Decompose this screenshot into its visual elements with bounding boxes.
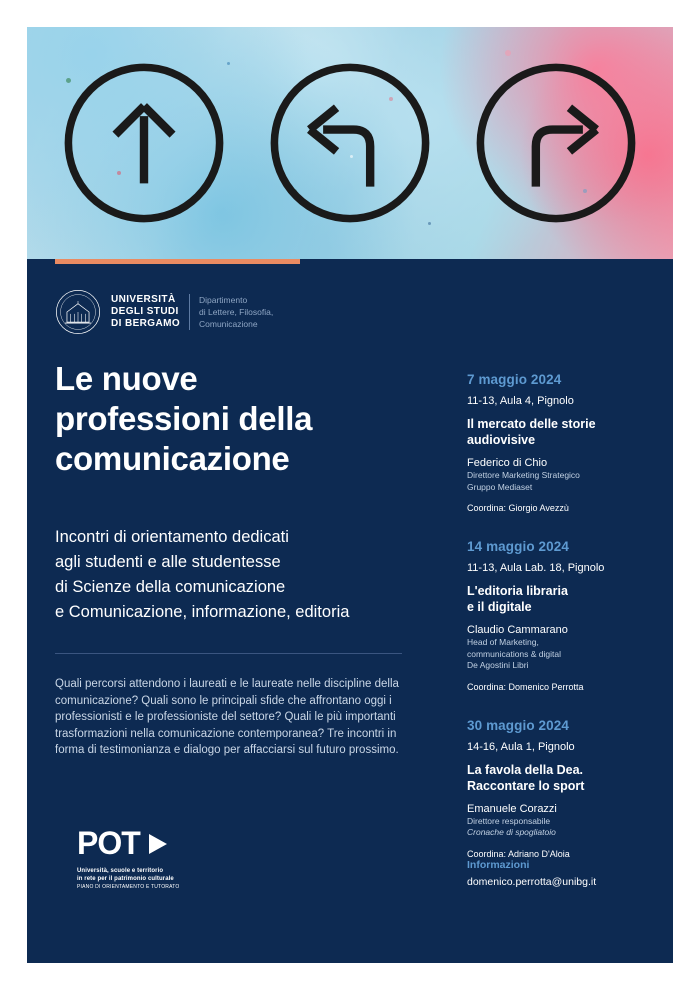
arrow-up-sign [60, 59, 228, 227]
event-item [467, 539, 649, 692]
arrow-turn-right-sign [472, 59, 640, 227]
event-place: 11-13, Aula 4, Pignolo [467, 395, 574, 407]
department-name: Dipartimento di Lettere, Filosofia, Comunicazione [199, 295, 274, 329]
pot-wordmark [77, 827, 181, 861]
abstract-text: Quali percorsi attendono i laureati e le laureate nelle discipline della comunicazione? Quali sono le principali sfide che affrontano oggi i professionisti e le professioniste del settore? Quali le più importanti trasformazioni nella comunicazione contemporanea? Tre incontri in forma di testimonianza e dialogo per affacciarsi sul futuro prossimo. [55, 678, 399, 756]
event-coordinator: Coordina: Adriano D'Aloia [467, 848, 570, 859]
event-date: 7 maggio 2024 [467, 372, 562, 387]
event-coordinator: Coordina: Domenico Perrotta [467, 681, 584, 692]
poster-body [27, 259, 673, 963]
event-title: L'editoria libraria e il digitale [467, 584, 568, 614]
pot-caption: Università, scuole e territorio in rete per il patrimonio culturale PIANO DI ORIENTAMENTO E TUTORATO [77, 868, 180, 890]
event-role: Direttore responsabile Cronache di spogliatoio [467, 815, 556, 837]
event-title: La favola della Dea. Raccontare lo sport [467, 762, 585, 793]
event-title: Il mercato delle storie audiovisive [467, 417, 596, 447]
info-email[interactable]: domenico.perrotta@unibg.it [467, 876, 597, 888]
arrow-turn-left-sign [266, 59, 434, 227]
event-place: 14-16, Aula 1, Pignolo [467, 740, 575, 753]
event-item [467, 718, 649, 859]
left-column [55, 359, 415, 759]
events-column [467, 372, 649, 885]
pot-logo-block [77, 827, 181, 891]
event-place: 11-13, Aula Lab. 18, Pignolo [467, 562, 605, 574]
event-role: Head of Marketing, communications & digital De Agostini Libri [467, 637, 562, 670]
event-item [467, 372, 649, 513]
event-date: 14 maggio 2024 [467, 539, 569, 554]
event-speaker: Emanuele Corazzi [467, 802, 557, 815]
event-speaker: Federico di Chio [467, 457, 548, 469]
info-label: Informazioni [467, 859, 530, 871]
university-name: UNIVERSITÀ DEGLI STUDI DI BERGAMO [111, 294, 190, 330]
pot-logo-icon [77, 827, 181, 861]
info-block [467, 859, 657, 888]
university-logo-block [55, 289, 273, 335]
event-date: 30 maggio 2024 [467, 717, 569, 733]
subtitle: Incontri di orientamento dedicati agli studenti e alle studentesse di Scienze della comunicazione e Comunicazione, informazione, editoria [55, 528, 350, 621]
svg-text:POT: POT [77, 827, 140, 861]
university-seal-icon [55, 289, 101, 335]
event-coordinator: Coordina: Giorgio Avezzù [467, 503, 569, 513]
event-speaker: Claudio Cammarano [467, 624, 568, 636]
divider [55, 653, 402, 654]
header-image-band [27, 27, 673, 259]
event-role: Direttore Marketing Strategico Gruppo Mediaset [467, 470, 580, 492]
page-title: Le nuove professioni della comunicazione [55, 360, 313, 477]
poster [27, 27, 673, 963]
